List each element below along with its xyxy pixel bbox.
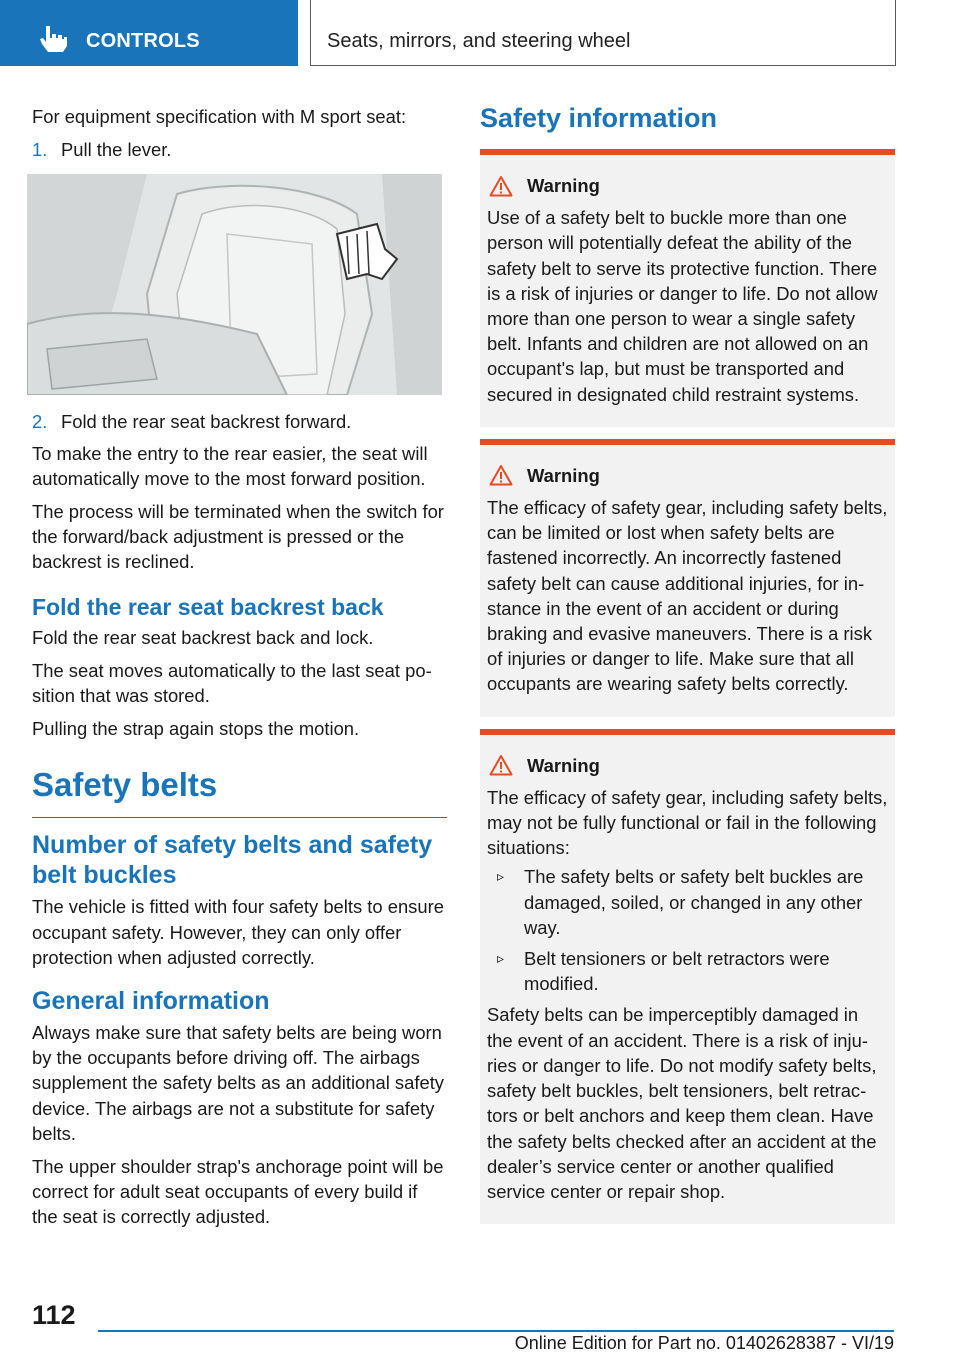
warning-text-continued: Safety belts can be imperceptibly damaged in the event of an accident. There is a risk of injuries or danger to life. Do not modify safety belts, safety belt buckles, belt tensioners, belt retractors or belt anchors and keep them clean. Have the safety belts checked after an accident at the dealer’s service center or another qualified service center or repair shop. — [487, 1004, 877, 1202]
warning-text: Use of a safety belt to buckle more than one person will potentially defeat the ability of the safety belt to serve its protective function. There is a risk of injuries or danger to life. Do not allow more than one person to wear a single safety belt. Infants and children are not allowed on an occupant's lap, but must be transported and secured in designated child restraint systems. — [487, 207, 878, 405]
page-number: 112 — [32, 1300, 76, 1330]
paragraph: To make the entry to the rear easier, the seat will automatically move to the most forward position. — [32, 442, 428, 489]
fold-back-heading: Fold the rear seat backrest back — [32, 593, 384, 620]
warning-label: Warning — [527, 464, 600, 486]
section-tab — [0, 0, 298, 66]
step-2 — [32, 409, 447, 434]
paragraph: The upper shoulder strap's anchorage point will be correct for adult seat occupants of every build if the seat is correctly adjusted. — [32, 1156, 444, 1228]
warning-label: Warning — [527, 175, 600, 196]
warning-box — [480, 149, 895, 427]
right-column — [480, 100, 895, 1236]
number-of-belts-heading: Number of safety belts and safety belt buckles — [32, 831, 433, 890]
hand-pointer-icon — [36, 24, 70, 54]
paragraph: The process will be terminated when the switch for the forward/back adjustment is pressed or the backrest is reclined. — [32, 501, 444, 573]
warning-text: The efficacy of safety gear, including safety belts, may not be fully functional or fail in the following situations: — [487, 786, 888, 859]
paragraph: Pulling the strap again stops the motion. — [32, 718, 360, 740]
warning-box — [480, 729, 895, 1224]
paragraph: The vehicle is fitted with four safety belts to ensure occupant safety. However, they can only offer protection when adjusted correctly. — [32, 896, 444, 968]
edition-text: Online Edition for Part no. 01402628387 - VI/19 — [514, 1333, 894, 1353]
warning-text: The efficacy of safety gear, including safety belts, can be limited or lost when safety belts are fastened incorrectly. An incorrectly fastened safety belt can cause additional injuries, for instance in the event of an accident or during braking and evasive maneuvers. There is a risk of injuries or danger to life. Make sure that all occupants are wearing safety belts correctly. — [487, 497, 888, 695]
list-item — [487, 946, 888, 996]
safety-belts-heading: Safety belts — [32, 765, 447, 818]
warning-triangle-icon — [489, 754, 513, 776]
warning-box — [480, 439, 895, 717]
safety-information-heading: Safety information — [480, 103, 718, 133]
footer-rule — [98, 1330, 894, 1332]
seat-illustration — [27, 174, 442, 395]
general-information-heading: General information — [32, 987, 270, 1016]
left-column — [32, 104, 447, 1238]
warning-triangle-icon — [489, 175, 513, 197]
step-number: 2. — [32, 411, 48, 433]
step-1 — [32, 137, 447, 162]
warning-header — [487, 173, 888, 198]
step-text: Fold the rear seat backrest forward. — [61, 411, 352, 433]
chapter-title: Seats, mirrors, and steering wheel — [327, 30, 631, 52]
chapter-header — [310, 0, 896, 66]
list-item-text: The safety belts or safety belt buckles are damaged, soiled, or changed in any other way. — [524, 866, 864, 938]
paragraph: Always make sure that safety belts are being worn by the occupants before driving off. The airbags supplement the safety belts as an additional safety device. The airbags are not a substitute for safety belts. — [32, 1022, 445, 1144]
paragraph: The seat moves automatically to the last seat position that was stored. — [32, 659, 432, 707]
seat-lever-illustration — [27, 174, 442, 395]
section-title: CONTROLS — [86, 30, 200, 52]
warning-header — [487, 463, 888, 488]
step-number: 1. — [32, 139, 48, 161]
warning-header — [487, 753, 888, 778]
paragraph: Fold the rear seat backrest back and lock. — [32, 626, 374, 648]
warning-label: Warning — [527, 754, 600, 776]
bullet-triangle-icon: ▹ — [497, 950, 505, 967]
warning-triangle-icon — [489, 464, 513, 486]
bullet-triangle-icon: ▹ — [497, 868, 505, 885]
list-item-text: Belt tensioners or belt retractors were modified. — [524, 948, 830, 995]
step-text: Pull the lever. — [61, 139, 172, 161]
list-item — [487, 864, 888, 940]
intro-text: For equipment specification with M sport seat: — [32, 106, 407, 127]
